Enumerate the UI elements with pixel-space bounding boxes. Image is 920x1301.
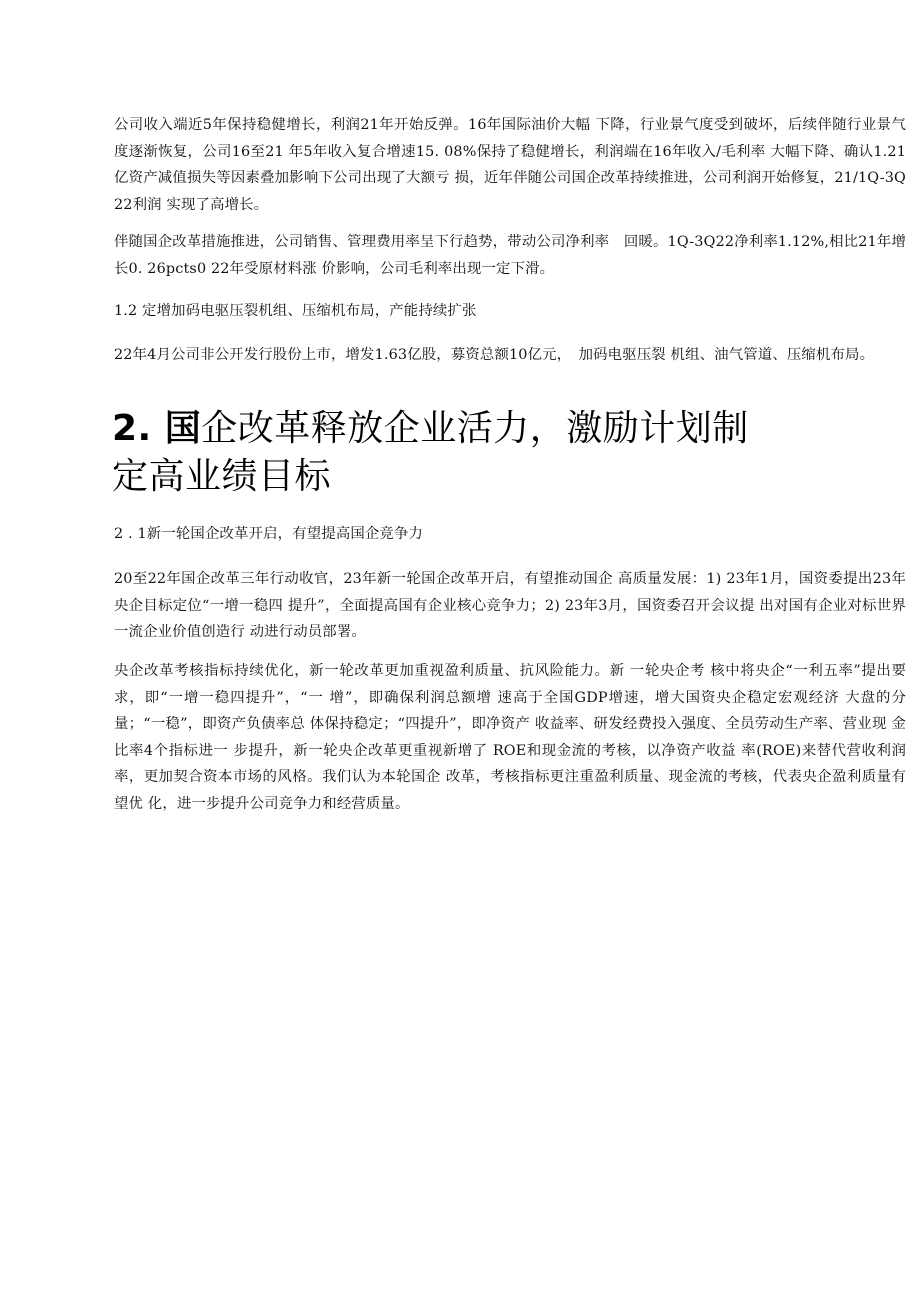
paragraph-assessment-indicators: 央企改革考核指标持续优化，新一轮改革更加重视盈利质量、抗风险能力。新 一轮央企考 核中将央企“一利五率”提出要求，即“一增一稳四提升”，“一 增”，即确保利润总额增 速高于全国GDP增速，增大国资央企稳定宏观经济 大盘的分量；“一稳”，即资产负债率总 体保持稳定；“四提升”，即净资产 收益率、研发经费投入强度、全员劳动生产率、营业现 金比率4个指标进一 步提升，新一轮央企改革更重视新增了 ROE和现金流的考核，以净资产收益 率(ROE)来替代营收利润率，更加契合资本市场的风格。我们认为本轮国企 改革，考核指标更注重盈利质量、现金流的考核，代表央企盈利质量有 望优 化，进一步提升公司竞争力和经营质量。 [114, 663, 906, 812]
section-2-heading [112, 405, 812, 501]
section-2-heading-line2: 定高业绩目标 [112, 456, 332, 497]
subsection-2-1-title: 2 . 1新一轮国企改革开启，有望提高国企竞争力 [114, 526, 424, 542]
section-2-heading-lead: 2. 国 [112, 408, 202, 449]
paragraph-soe-reform-launch: 20至22年国企改革三年行动收官，23年新一轮国企改革开启，有望推动国企 高质量发展：1) 23年1月，国资委提出23年央企目标定位“一增一稳四 提升”，全面提高国有企业核心竞争力；2) 23年3月，国资委召开会议提 出对国有企业对标世界一流企业价值创造行 动进行动员部署。 [114, 571, 906, 640]
subsection-1-2-title: 1.2 定增加码电驱压裂机组、压缩机布局，产能持续扩张 [114, 303, 477, 319]
section-2-heading-line1 [112, 405, 812, 453]
section-2-heading-rest: 企改革释放企业活力，激励计划制 [201, 408, 749, 449]
paragraph-net-margin: 伴随国企改革措施推进，公司销售、管理费用率呈下行趋势，带动公司净利率 回暖。1Q-3Q22净利率1.12%,相比21年增长0. 26pcts0 22年受原材料涨 价影响，公司毛利率出现一定下滑。 [114, 234, 906, 277]
paragraph-private-placement: 22年4月公司非公开发行股份上市，增发1.63亿股，募资总额10亿元， 加码电驱压裂 机组、油气管道、压缩机布局。 [114, 347, 875, 363]
paragraph-revenue-profit: 公司收入端近5年保持稳健增长，利润21年开始反弹。16年国际油价大幅 下降，行业景气度受到破坏，后续伴随行业景气度逐渐恢复，公司16至21 年5年收入复合增速15. 08%保持了稳健增长，利润端在16年收入/毛利率 大幅下降、确认1.21亿资产减值损失等因素叠加影响下公司出现了大额亏 损，近年伴随公司国企改革持续推进，公司利润开始修复，21/1Q-3Q22利润 实现了高增长。 [114, 117, 906, 213]
